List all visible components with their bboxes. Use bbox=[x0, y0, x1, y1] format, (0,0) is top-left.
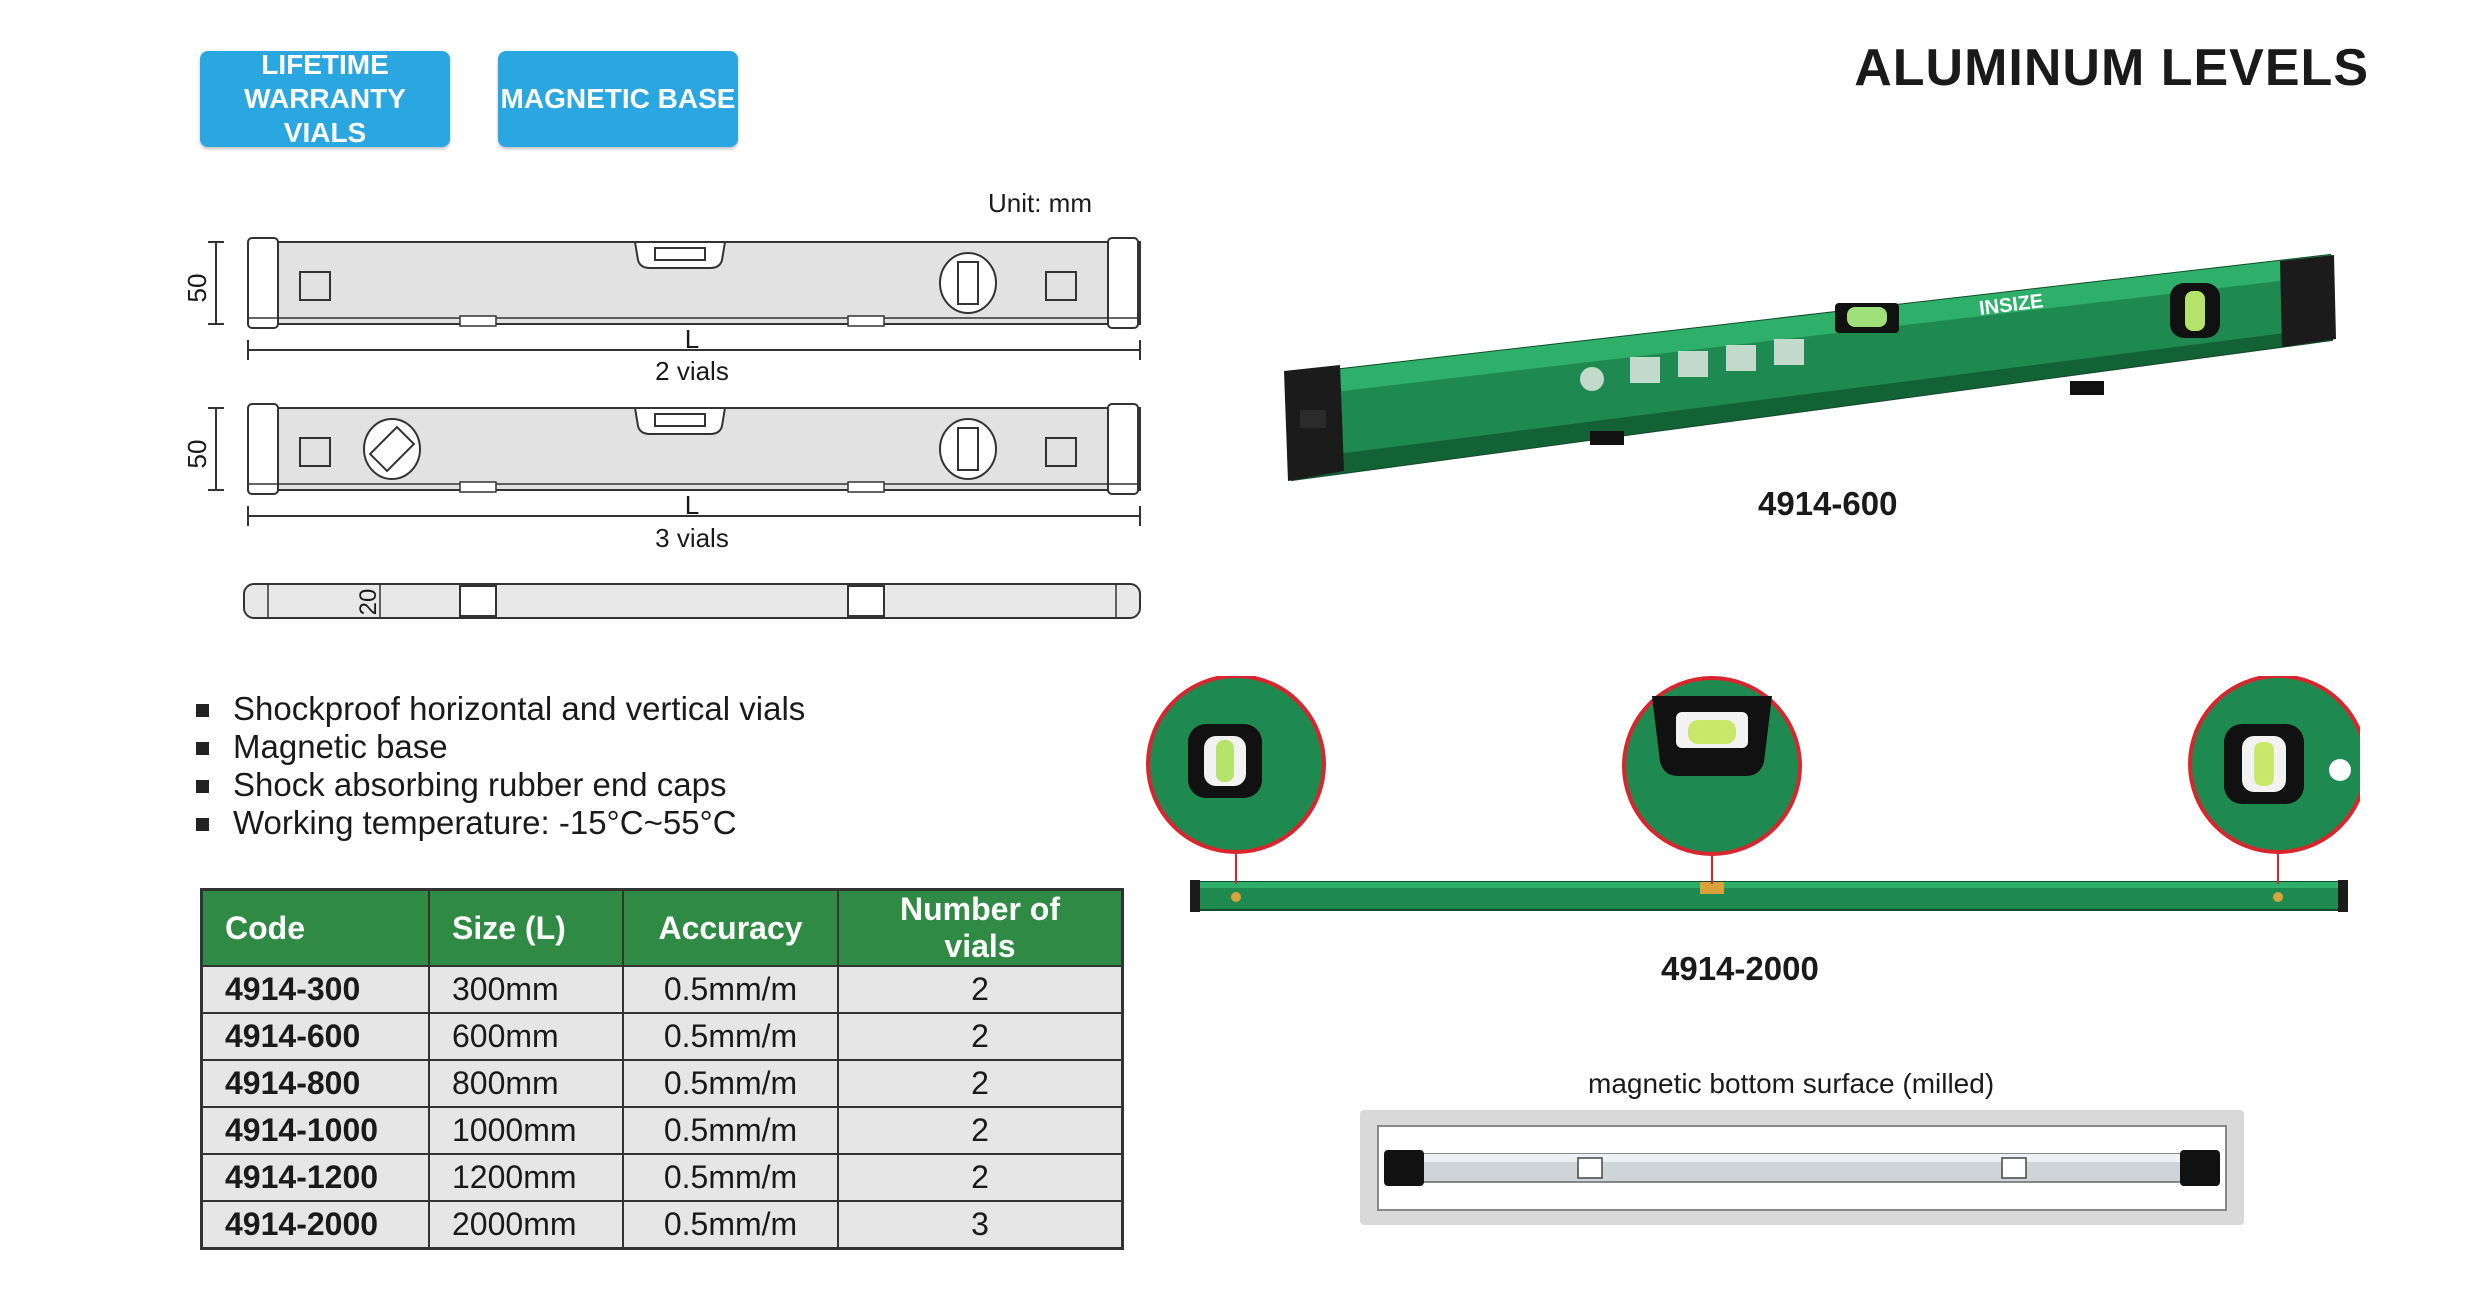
feature-list bbox=[196, 690, 805, 842]
cell-accuracy: 0.5mm/m bbox=[623, 1201, 838, 1249]
three-vial-drawing bbox=[208, 404, 1140, 526]
cell-accuracy: 0.5mm/m bbox=[623, 1154, 838, 1201]
cell-accuracy: 0.5mm/m bbox=[623, 1013, 838, 1060]
table-header-row bbox=[202, 890, 1123, 967]
cell-code: 4914-1200 bbox=[202, 1154, 430, 1201]
cell-code: 4914-600 bbox=[202, 1013, 430, 1060]
three-vials-label: 3 vials bbox=[655, 523, 729, 553]
cell-vials: 2 bbox=[838, 966, 1123, 1013]
table-row bbox=[202, 1013, 1123, 1060]
cell-vials: 2 bbox=[838, 1154, 1123, 1201]
cell-size: 300mm bbox=[429, 966, 623, 1013]
cell-accuracy: 0.5mm/m bbox=[623, 966, 838, 1013]
bottom-surface-caption: magnetic bottom surface (milled) bbox=[1588, 1068, 1995, 1099]
page-title: ALUMINUM LEVELS bbox=[1854, 39, 2369, 97]
length-dim-label-2: L bbox=[684, 490, 700, 520]
cell-size: 800mm bbox=[429, 1060, 623, 1107]
table-row bbox=[202, 1060, 1123, 1107]
cell-accuracy: 0.5mm/m bbox=[623, 1107, 838, 1154]
height-dim-label-2: 50 bbox=[182, 439, 212, 469]
cell-vials: 3 bbox=[838, 1201, 1123, 1249]
bottom-surface-image bbox=[1360, 1110, 2244, 1225]
feature-item: Magnetic base bbox=[196, 728, 805, 766]
cell-code: 4914-2000 bbox=[202, 1201, 430, 1249]
model-4914-2000-label: 4914-2000 bbox=[1661, 950, 1819, 987]
table-row bbox=[202, 1201, 1123, 1249]
col-code: Code bbox=[202, 890, 430, 967]
spec-table bbox=[200, 888, 1124, 1250]
cell-size: 1200mm bbox=[429, 1154, 623, 1201]
col-size: Size (L) bbox=[429, 890, 623, 967]
level-4914-2000-image bbox=[1140, 676, 2360, 926]
center-vial-zoom bbox=[1624, 678, 1800, 854]
cell-accuracy: 0.5mm/m bbox=[623, 1060, 838, 1107]
brand-logo-text: INSIZE bbox=[1977, 290, 2045, 320]
feature-item: Shockproof horizontal and vertical vials bbox=[196, 690, 805, 728]
technical-drawing bbox=[180, 180, 1160, 640]
cell-vials: 2 bbox=[838, 1013, 1123, 1060]
cell-vials: 2 bbox=[838, 1060, 1123, 1107]
cell-vials: 2 bbox=[838, 1107, 1123, 1154]
cell-size: 1000mm bbox=[429, 1107, 623, 1154]
cell-code: 4914-800 bbox=[202, 1060, 430, 1107]
magnetic-base-badge: MAGNETIC BASE bbox=[498, 51, 738, 147]
model-4914-600-label: 4914-600 bbox=[1758, 485, 1898, 522]
left-vial-zoom bbox=[1148, 676, 1324, 852]
two-vials-label: 2 vials bbox=[655, 356, 729, 386]
two-vial-drawing bbox=[208, 238, 1140, 360]
table-row bbox=[202, 1154, 1123, 1201]
level-4914-600-image bbox=[1270, 235, 2350, 495]
table-row bbox=[202, 966, 1123, 1013]
right-vial-zoom bbox=[2190, 676, 2360, 852]
cell-code: 4914-300 bbox=[202, 966, 430, 1013]
height-dim-label: 50 bbox=[182, 273, 212, 303]
table-row bbox=[202, 1107, 1123, 1154]
col-vials: Number of vials bbox=[838, 890, 1123, 967]
depth-dim-label: 20 bbox=[355, 588, 382, 616]
unit-label: Unit: mm bbox=[988, 188, 1092, 218]
feature-item: Shock absorbing rubber end caps bbox=[196, 766, 805, 804]
feature-item: Working temperature: -15°C~55°C bbox=[196, 804, 805, 842]
cell-code: 4914-1000 bbox=[202, 1107, 430, 1154]
cell-size: 600mm bbox=[429, 1013, 623, 1060]
length-dim-label: L bbox=[684, 324, 700, 354]
lifetime-warranty-badge: LIFETIME WARRANTY VIALS bbox=[200, 51, 450, 147]
cell-size: 2000mm bbox=[429, 1201, 623, 1249]
col-accuracy: Accuracy bbox=[623, 890, 838, 967]
